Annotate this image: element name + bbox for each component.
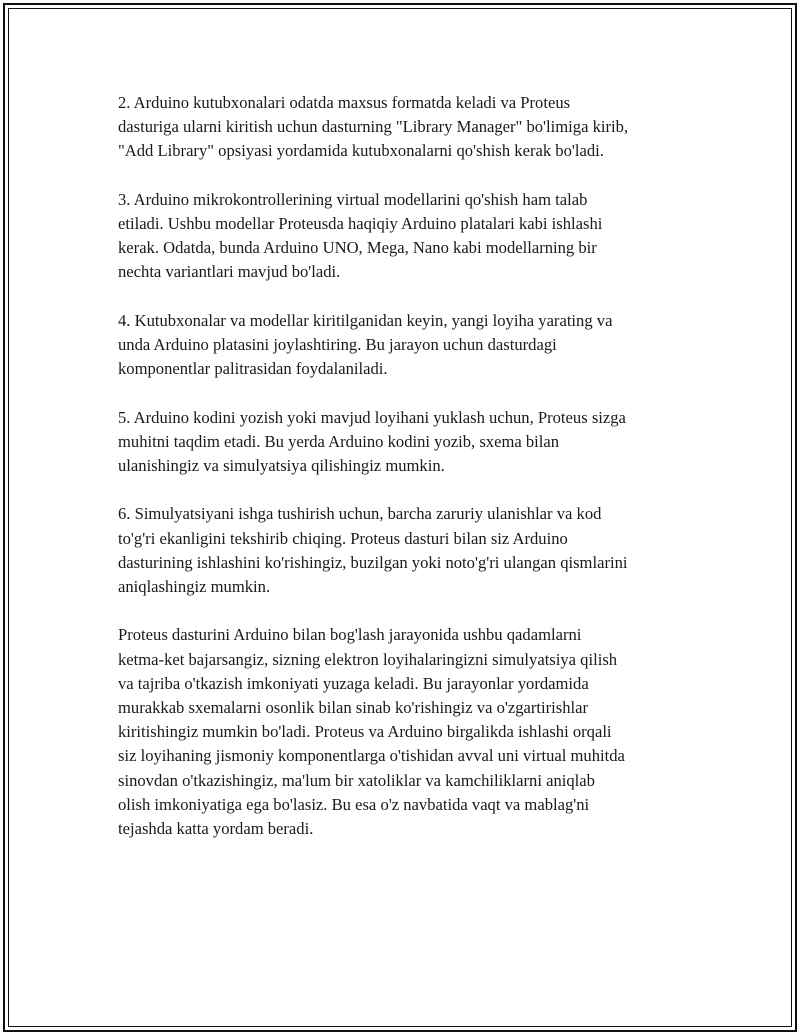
paragraph-conclusion: Proteus dasturini Arduino bilan bog'lash jarayonida ushbu qadamlarni ketma-ket bajarsangiz, sizning elektron loyihalaringizni simulyatsiya qilish va tajriba o'tkazish imkoniyati yuzaga keladi. Bu jarayonlar yordamida murakkab sxemalarni osonlik bilan sinab ko'rishingiz va o'zgartirishlar kiritishingiz mumkin bo'ladi. Proteus va Arduino birgalikda ishlashi orqali siz loyihaning jismoniy komponentlarga o'tishidan avval uni virtual muhitda sinovdan o'tkazishingiz, ma'lum bir xatoliklar va kamchiliklarni aniqlab olish imkoniyatiga ega bo'lasiz. Bu esa o'z navbatida vaqt va mablag'ni tejashda katta yordam beradi. xyxy=(118,625,625,839)
paragraph-step-2: 2. Arduino kutubxonalari odatda maxsus formatda keladi va Proteus dasturiga ularni kiritish uchun dasturning "Library Manager" bo'limiga kirib, "Add Library" opsiyasi yordamida kutubxonalarni qo'shish kerak bo'ladi. xyxy=(118,93,629,161)
document-body xyxy=(118,91,698,841)
paragraph-step-6: 6. Simulyatsiyani ishga tushirish uchun, barcha zaruriy ulanishlar va kod to'g'ri ekanligini tekshirib chiqing. Proteus dasturi bilan siz Arduino dasturining ishlashini ko'rishingiz, buzilgan yoki noto'g'ri ulangan qismlarini aniqlashingiz mumkin. xyxy=(118,504,628,596)
paragraph-step-5: 5. Arduino kodini yozish yoki mavjud loyihani yuklash uchun, Proteus sizga muhitni taqdim etadi. Bu yerda Arduino kodini yozib, sxema bilan ulanishingiz va simulyatsiya qilishingiz mumkin. xyxy=(118,407,626,475)
paragraph-step-3: 3. Arduino mikrokontrollerining virtual modellarini qo'shish ham talab etiladi. Ushbu modellar Proteusda haqiqiy Arduino platalari kabi ishlashi kerak. Odatda, bunda Arduino UNO, Mega, Nano kabi modellarning bir nechta variantlari mavjud bo'ladi. xyxy=(118,189,603,282)
paragraph-step-4: 4. Kutubxonalar va modellar kiritilganidan keyin, yangi loyiha yarating va unda Arduino platasini joylashtiring. Bu jarayon uchun dasturdagi komponentlar palitrasidan foydalaniladi. xyxy=(118,310,613,379)
